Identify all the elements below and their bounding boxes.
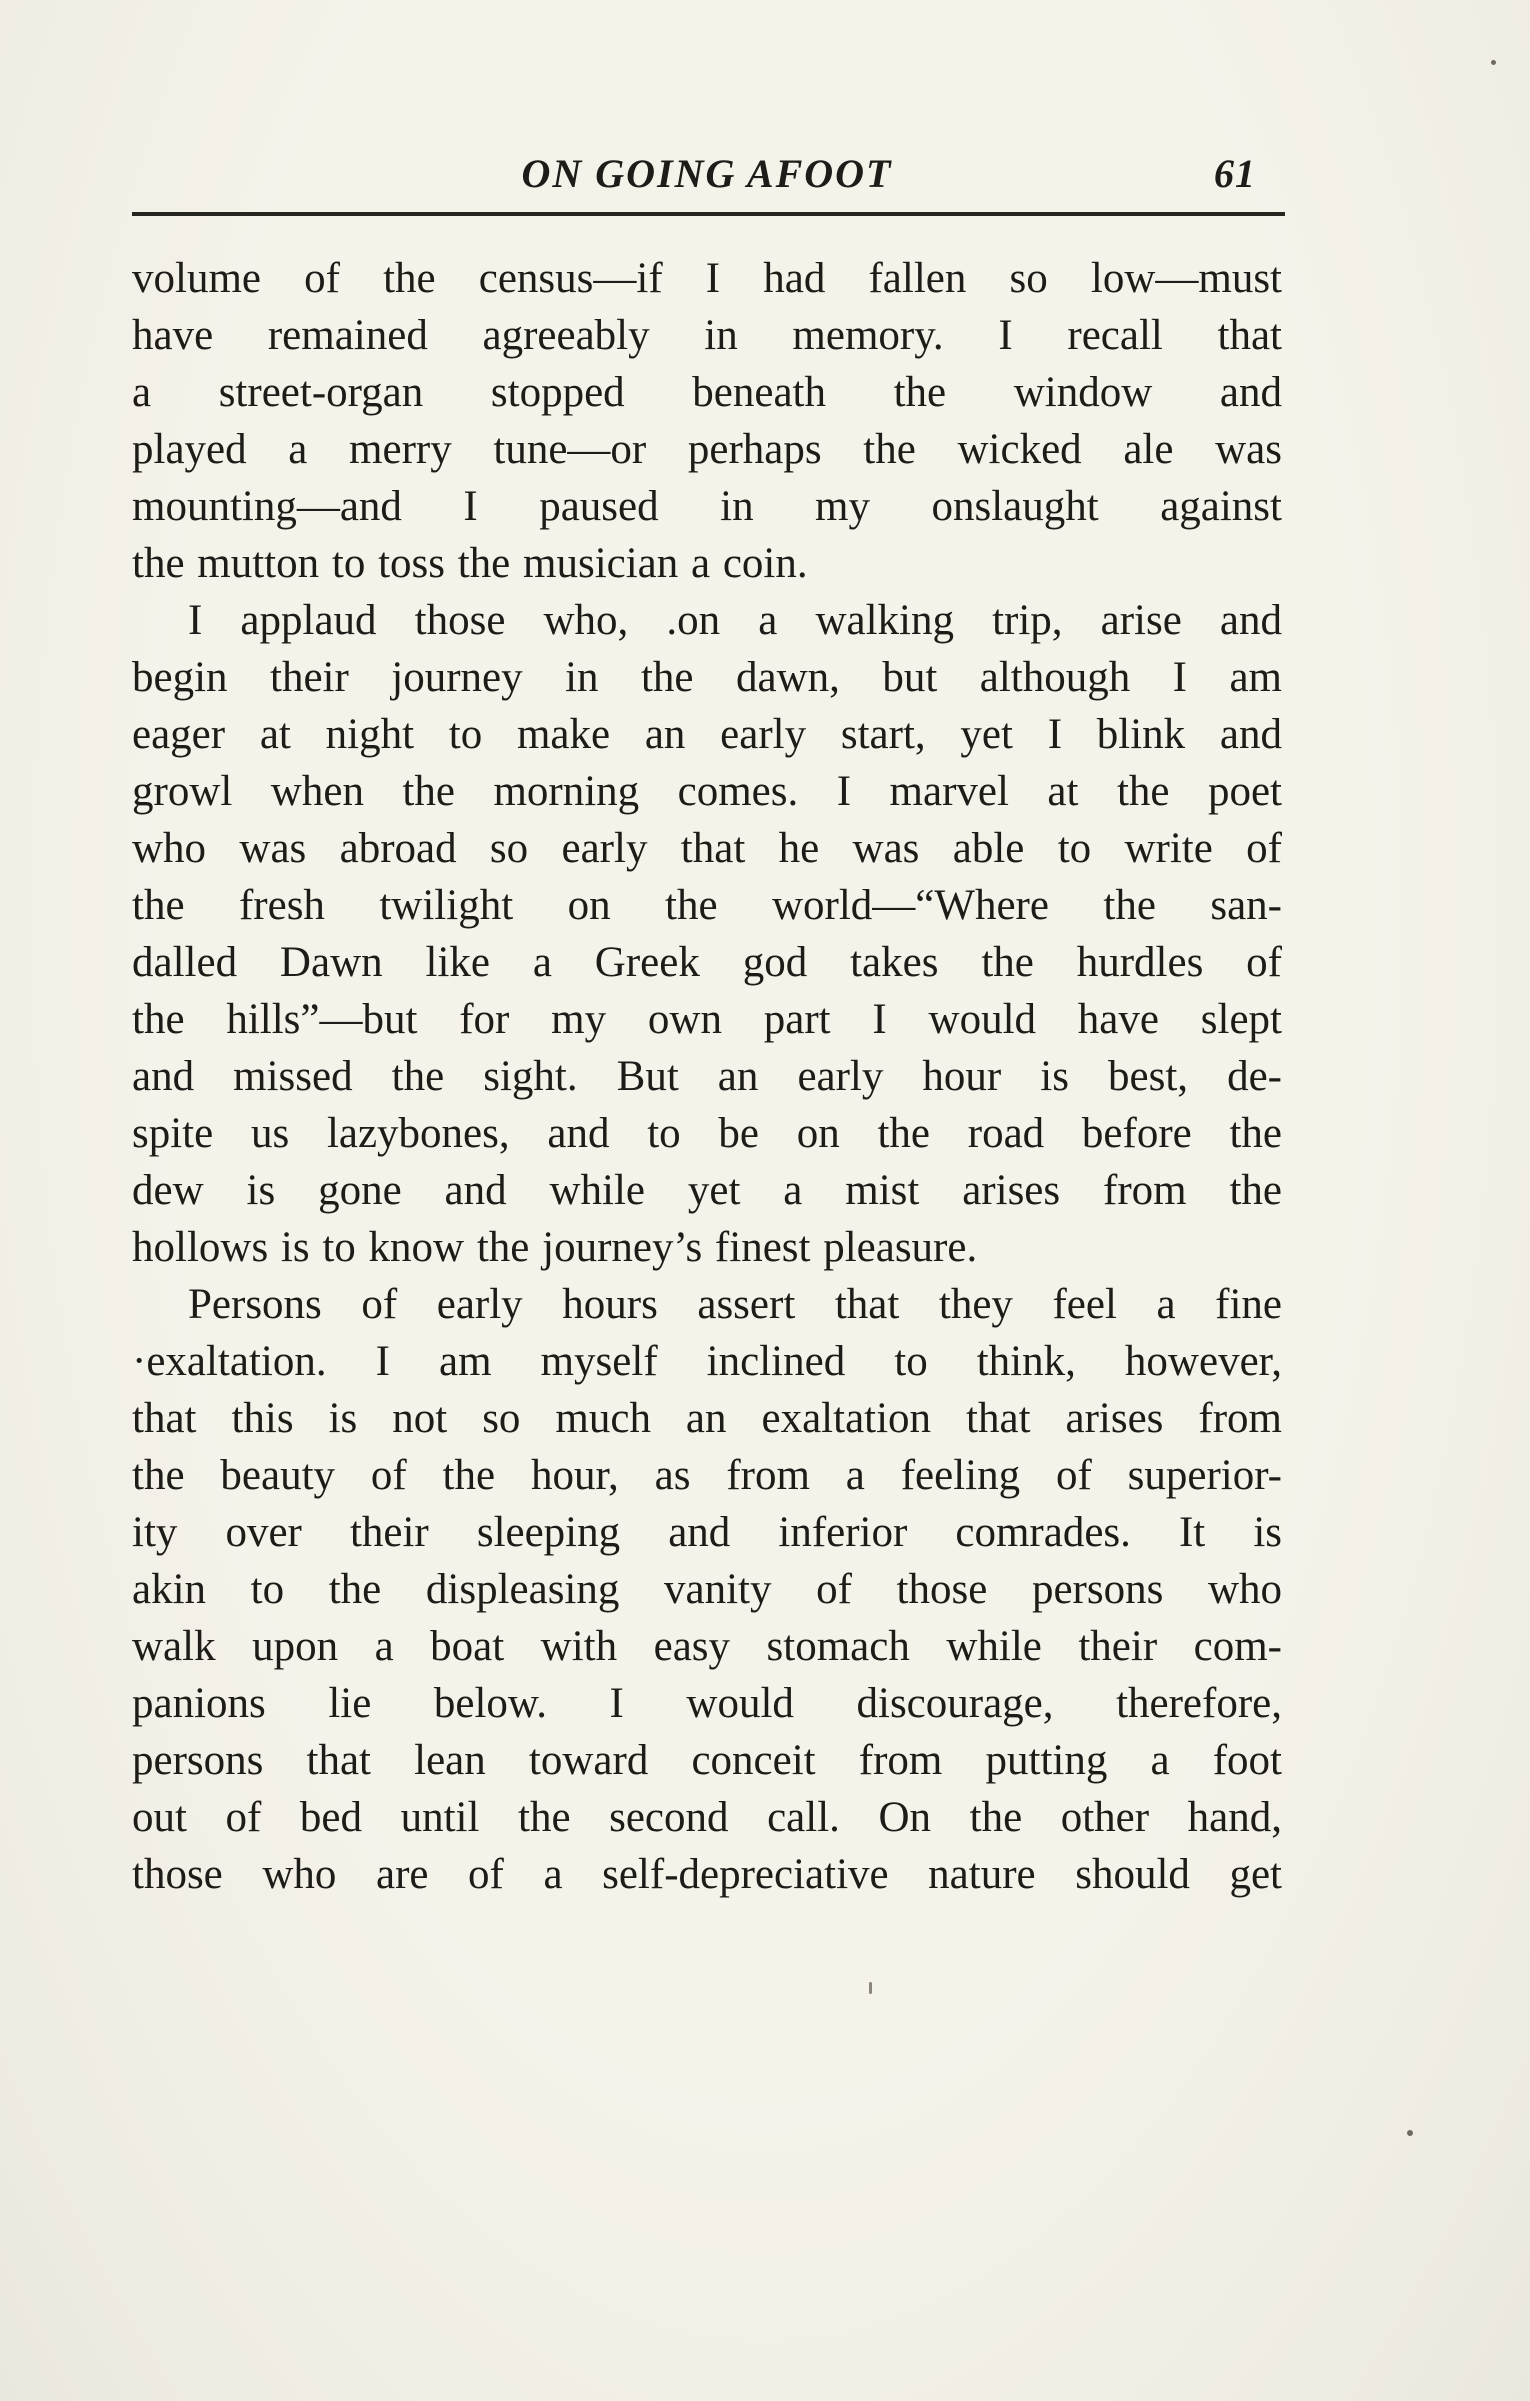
text-line: and missed the sight. But an early hour is best, de- [132, 1053, 1282, 1100]
text-line: persons that lean toward conceit from putting a foot [132, 1737, 1282, 1784]
text-line: eager at night to make an early start, yet I blink and [132, 711, 1282, 758]
text-line: akin to the displeasing vanity of those persons who [132, 1566, 1282, 1613]
text-line: dew is gone and while yet a mist arises from the [132, 1167, 1282, 1214]
text-line: the mutton to toss the musician a coin. [132, 540, 808, 587]
text-line: panions lie below. I would discourage, therefore, [132, 1680, 1282, 1727]
text-line: hollows is to know the journey’s finest pleasure. [132, 1224, 978, 1271]
header-rule [132, 212, 1285, 216]
text-line: ·exaltation. I am myself inclined to think, however, [132, 1338, 1282, 1385]
scan-artifact-mark [869, 1982, 872, 1994]
running-title: ON GOING AFOOT [521, 151, 893, 196]
text-line: mounting—and I paused in my onslaught against [132, 483, 1282, 530]
text-line: a street-organ stopped beneath the window and [132, 369, 1282, 416]
text-line: volume of the census—if I had fallen so low—must [132, 255, 1282, 302]
page-number: 61 [1214, 151, 1256, 196]
text-line: out of bed until the second call. On the other hand, [132, 1794, 1282, 1841]
text-line: growl when the morning comes. I marvel at the poet [132, 768, 1282, 815]
text-line: those who are of a self-depreciative nature should get [132, 1851, 1282, 1898]
text-line: the beauty of the hour, as from a feeling of superior- [132, 1452, 1282, 1499]
text-line: that this is not so much an exaltation that arises from [132, 1395, 1282, 1442]
text-line: Persons of early hours assert that they feel a fine [188, 1281, 1282, 1328]
text-line: spite us lazybones, and to be on the road before the [132, 1110, 1282, 1157]
text-line: the hills”—but for my own part I would have slept [132, 996, 1282, 1043]
text-line: ity over their sleeping and inferior comrades. It is [132, 1509, 1282, 1556]
text-line: played a merry tune—or perhaps the wicked ale was [132, 426, 1282, 473]
body-text [132, 250, 1282, 1903]
text-line: the fresh twilight on the world—“Where the san- [132, 882, 1282, 929]
text-line: dalled Dawn like a Greek god takes the hurdles of [132, 939, 1282, 986]
scan-artifact-dot [1491, 60, 1496, 65]
scan-artifact-dot [1407, 2130, 1413, 2136]
text-line: walk upon a boat with easy stomach while their com- [132, 1623, 1282, 1670]
text-line: begin their journey in the dawn, but although I am [132, 654, 1282, 701]
text-line: who was abroad so early that he was able to write of [132, 825, 1282, 872]
text-line: I applaud those who, .on a walking trip, arise and [188, 597, 1282, 644]
text-column [132, 148, 1282, 1903]
text-line: have remained agreeably in memory. I recall that [132, 312, 1282, 359]
page-header [132, 148, 1282, 200]
